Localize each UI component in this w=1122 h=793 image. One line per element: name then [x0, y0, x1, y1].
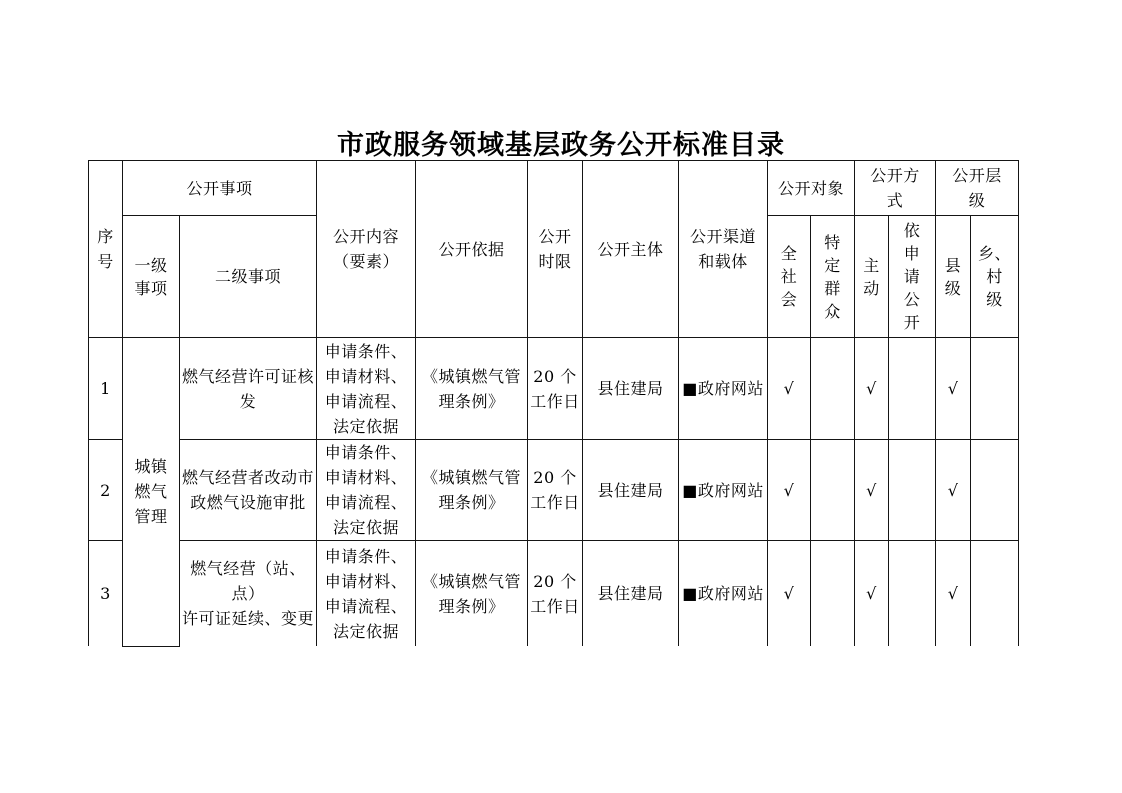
cell-subject: 县住建局 [583, 440, 679, 541]
cell-serial: 2 [89, 440, 123, 541]
cell-content: 申请条件、 申请材料、 申请流程、 法定依据 [317, 338, 416, 440]
col-header-channel-carrier: 公开渠道 和载体 [679, 161, 768, 338]
cell-check-township-village [971, 541, 1019, 647]
cell-level2-item: 燃气经营（站、点） 许可证延续、变更 [180, 541, 317, 647]
col-header-content-elements: 公开内容 （要素） [317, 161, 416, 338]
cell-level1-category: 城镇 燃气 管理 [123, 338, 180, 647]
col-header-level1-matter: 一级 事项 [123, 216, 180, 338]
cell-serial: 1 [89, 338, 123, 440]
cell-check-whole-society: √ [768, 541, 811, 647]
cell-check-upon-request [889, 440, 936, 541]
table-row-2 [89, 440, 1019, 541]
cell-check-upon-request [889, 541, 936, 647]
cell-check-township-village [971, 338, 1019, 440]
col-header-upon-request: 依 申 请 公 开 [889, 216, 936, 338]
table-row-1 [89, 338, 1019, 440]
cell-time-limit: 20 个 工作日 [528, 541, 583, 647]
cell-basis: 《城镇燃气管 理条例》 [416, 338, 528, 440]
page-title: 市政服务领域基层政务公开标准目录 [337, 130, 785, 161]
cell-check-proactive: √ [855, 440, 889, 541]
cell-level2-item: 燃气经营者改动市 政燃气设施审批 [180, 440, 317, 541]
cell-check-upon-request [889, 338, 936, 440]
cell-content: 申请条件、 申请材料、 申请流程、 法定依据 [317, 440, 416, 541]
cell-serial: 3 [89, 541, 123, 647]
col-header-method-group: 公开方 式 [855, 161, 936, 216]
cell-check-county: √ [936, 338, 971, 440]
col-header-proactive: 主 动 [855, 216, 889, 338]
cell-subject: 县住建局 [583, 541, 679, 647]
col-header-target-group: 公开对象 [768, 161, 855, 216]
cell-subject: 县住建局 [583, 338, 679, 440]
cell-check-whole-society: √ [768, 338, 811, 440]
header-group-row [89, 161, 1019, 216]
cell-basis: 《城镇燃气管 理条例》 [416, 541, 528, 647]
cell-check-specific-groups [811, 440, 855, 541]
col-header-specific-groups: 特 定 群 众 [811, 216, 855, 338]
col-header-time-limit: 公开 时限 [528, 161, 583, 338]
col-header-disclosure-matters: 公开事项 [123, 161, 317, 216]
cell-check-township-village [971, 440, 1019, 541]
cell-channel: ■政府网站 [679, 440, 768, 541]
cell-level2-item: 燃气经营许可证核 发 [180, 338, 317, 440]
cell-content: 申请条件、 申请材料、 申请流程、 法定依据 [317, 541, 416, 647]
col-header-whole-society: 全 社 会 [768, 216, 811, 338]
col-header-level-group: 公开层 级 [936, 161, 1019, 216]
col-header-level2-matter: 二级事项 [180, 216, 317, 338]
cell-basis: 《城镇燃气管 理条例》 [416, 440, 528, 541]
cell-time-limit: 20 个 工作日 [528, 338, 583, 440]
col-header-serial: 序 号 [89, 161, 123, 338]
cell-check-county: √ [936, 541, 971, 647]
col-header-subject: 公开主体 [583, 161, 679, 338]
cell-channel: ■政府网站 [679, 541, 768, 647]
col-header-township-village-level: 乡、 村 级 [971, 216, 1019, 338]
cell-check-specific-groups [811, 338, 855, 440]
table-row-3 [89, 541, 1019, 647]
cell-check-county: √ [936, 440, 971, 541]
col-header-county-level: 县 级 [936, 216, 971, 338]
cell-check-proactive: √ [855, 338, 889, 440]
cell-check-whole-society: √ [768, 440, 811, 541]
cell-time-limit: 20 个 工作日 [528, 440, 583, 541]
cell-channel: ■政府网站 [679, 338, 768, 440]
disclosure-standards-table [88, 160, 1019, 647]
cell-check-proactive: √ [855, 541, 889, 647]
col-header-basis: 公开依据 [416, 161, 528, 338]
cell-check-specific-groups [811, 541, 855, 647]
